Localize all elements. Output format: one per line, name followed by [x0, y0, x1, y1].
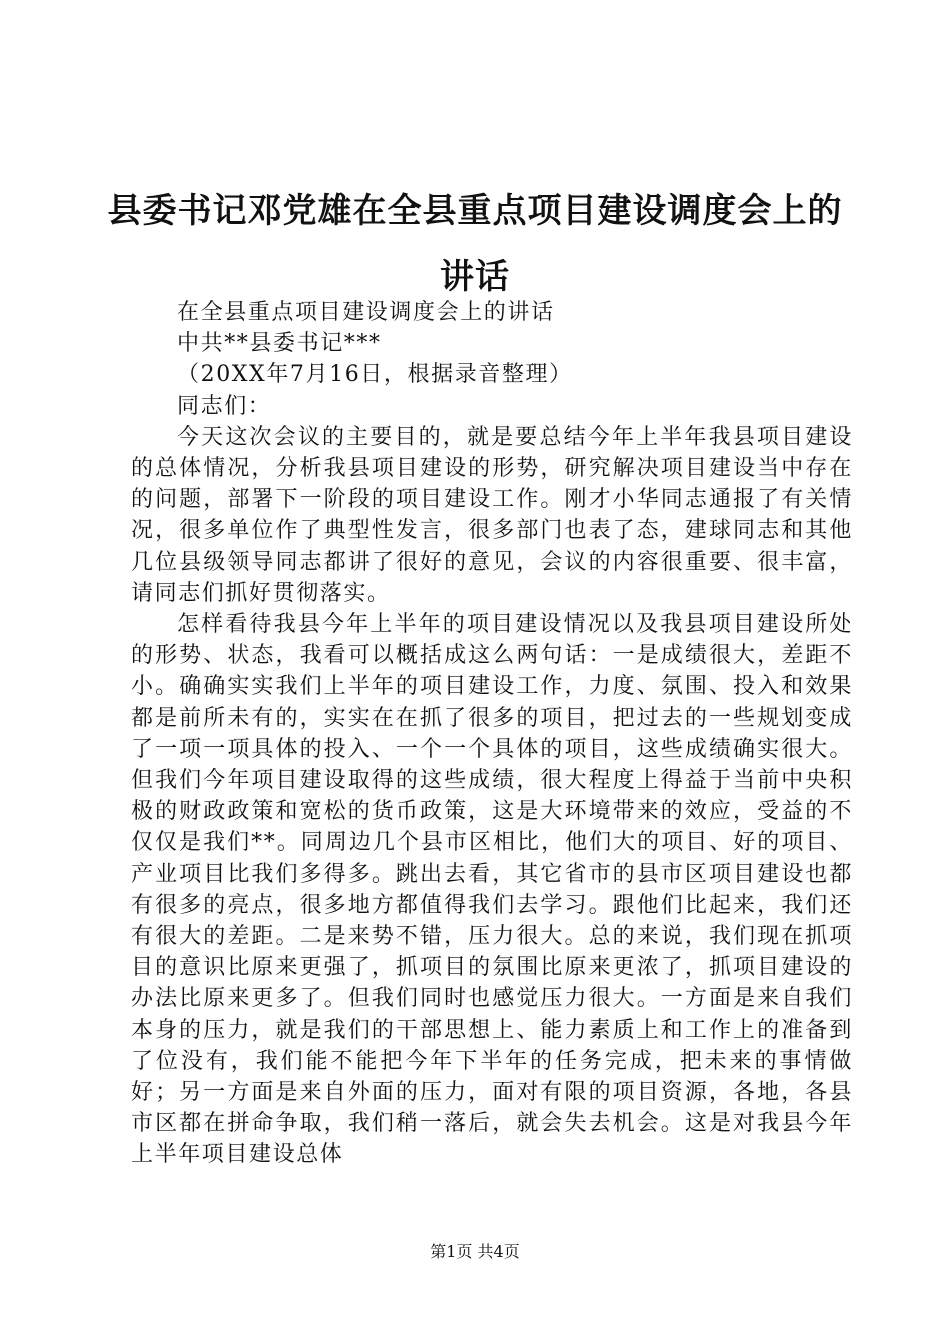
date-line: （20XX年7月16日，根据录音整理）: [177, 362, 573, 388]
document-title: 县委书记邓党雄在全县重点项目建设调度会上的讲话: [107, 190, 843, 297]
speech-subtitle: 在全县重点项目建设调度会上的讲话: [177, 300, 555, 325]
document-body: [131, 297, 853, 1171]
body-paragraph: 今天这次会议的主要目的，就是要总结今年上半年我县项目建设的总体情况，分析我县项目建设的形势，研究解决项目建设当中存在的问题，部署下一阶段的项目建设工作。刚才小华同志通报了有关情况，很多单位作了典型性发言，很多部门也表了态，建球同志和其他几位县级领导同志都讲了很好的意见，会议的内容很重要、很丰富，请同志们抓好贯彻落实。: [131, 424, 853, 606]
body-paragraph: 怎样看待我县今年上半年的项目建设情况以及我县项目建设所处的形势、状态，我看可以概括成这么两句话：一是成绩很大，差距不小。确确实实我们上半年的项目建设工作，力度、氛围、投入和效果都是前所未有的，实实在在抓了很多的项目，把过去的一些规划变成了一项一项具体的投入、一个一个具体的项目，这些成绩确实很大。但我们今年项目建设取得的这些成绩，很大程度上得益于当前中央积极的财政政策和宽松的货币政策，这是大环境带来的效应，受益的不仅仅是我们**。同周边几个县市区相比，他们大的项目、好的项目、产业项目比我们多得多。跳出去看，其它省市的县市区项目建设也都有很多的亮点，很多地方都值得我们去学习。跟他们比起来，我们还有很大的差距。二是来势不错，压力很大。总的来说，我们现在抓项目的意识比原来更强了，抓项目的氛围比原来更浓了，抓项目建设的办法比原来更多了。但我们同时也感觉压力很大。一方面是来自我们本身的压力，就是我们的干部思想上、能力素质上和工作上的准备到了位没有，我们能不能把今年下半年的任务完成，把未来的事情做好；另一方面是来自外面的压力，面对有限的项目资源，各地，各县市区都在拼命争取，我们稍一落后，就会失去机会。这是对我县今年上半年项目建设总体: [131, 612, 853, 1168]
page-footer: 第1页 共4页: [430, 1242, 520, 1261]
speaker-line: 中共**县委书记***: [177, 331, 382, 357]
salutation: 同志们：: [177, 393, 272, 419]
